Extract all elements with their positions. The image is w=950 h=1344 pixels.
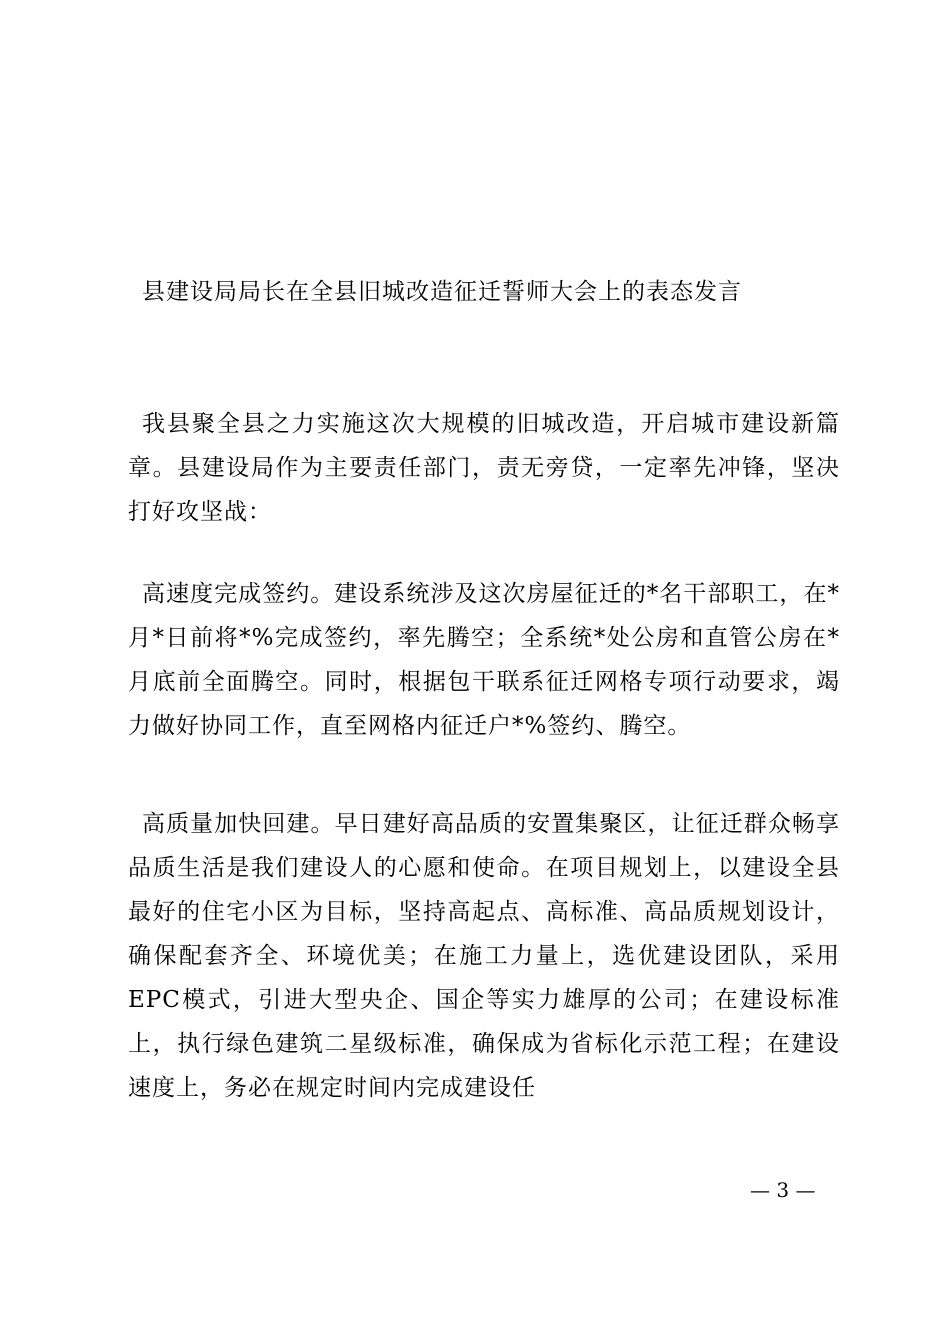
- paragraph-signing: 高速度完成签约。建设系统涉及这次房屋征迁的*名干部职工，在*月*日前将*%完成签约，率先腾空；全系统*处公房和直管公房在*月底前全面腾空。同时，根据包干联系征迁网格专项行动要求，竭力做好协同工作，直至网格内征迁户*%签约、腾空。: [128, 581, 840, 739]
- document-title: 县建设局局长在全县旧城改造征迁誓师大会上的表态发言: [142, 279, 742, 305]
- paragraph-intro: 我县聚全县之力实施这次大规模的旧城改造，开启城市建设新篇章。县建设局作为主要责任部门，责无旁贷，一定率先冲锋，坚决打好攻坚战：: [128, 411, 840, 525]
- paragraph-rebuilding: 高质量加快回建。早日建好高品质的安置集聚区，让征迁群众畅享品质生活是我们建设人的心愿和使命。在项目规划上，以建设全县最好的住宅小区为目标，坚持高起点、高标准、高品质规划设计，确保配套齐全、环境优美；在施工力量上，选优建设团队，采用EPC模式，引进大型央企、国企等实力雄厚的公司；在建设标准上，执行绿色建筑二星级标准，确保成为省标化示范工程；在建设速度上，务必在规定时间内完成建设任: [128, 811, 840, 1101]
- page-number: — 3 —: [750, 1178, 816, 1202]
